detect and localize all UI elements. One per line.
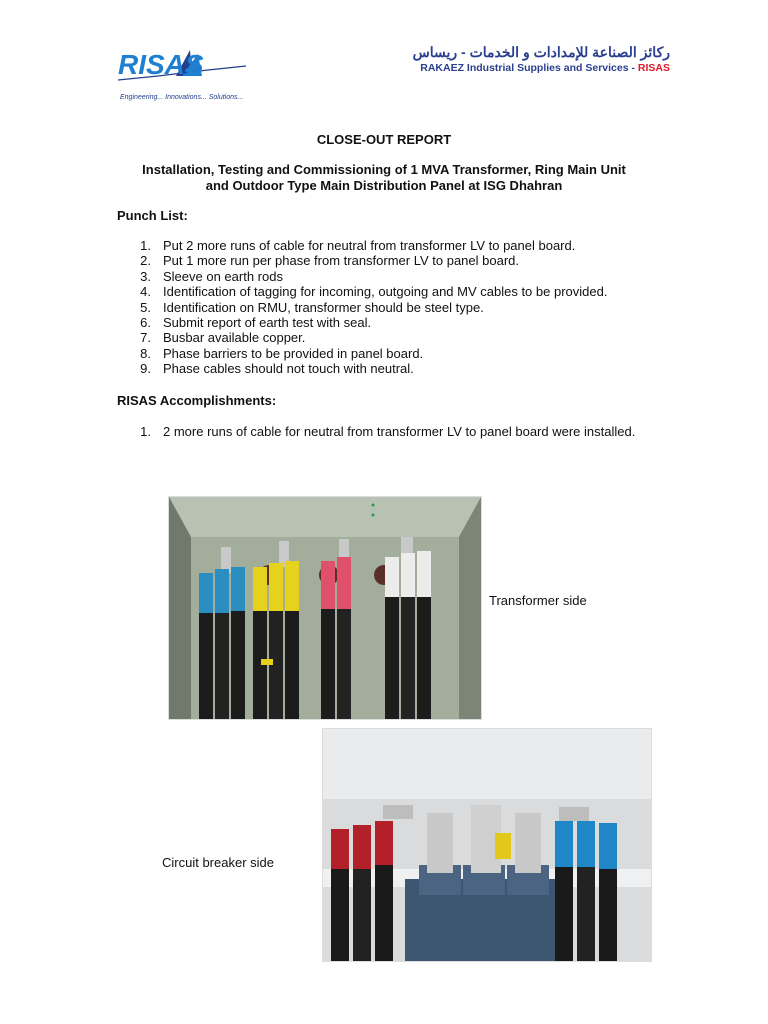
item-text: Phase cables should not touch with neutral. [163,361,414,377]
item-text: Put 2 more runs of cable for neutral from transformer LV to panel board. [163,238,576,253]
item-number: 5. [140,299,151,315]
item-text: Put 1 more run per phase from transformer LV to panel board. [163,253,519,269]
item-text: Busbar available copper. [163,330,306,346]
list-item [117,269,651,284]
list-item [117,238,651,253]
list-item [117,300,651,315]
subtitle-line-2: and Outdoor Type Main Distribution Panel at ISG Dhahran [205,177,563,193]
item-number: 2. [140,253,151,269]
transformer-side-caption: Transformer side [489,593,587,608]
item-number: 8. [140,345,151,361]
report-subtitle [110,162,658,193]
list-item [117,346,651,361]
item-text: Phase barriers to be provided in panel board. [163,345,424,361]
company-name-text: RAKAEZ Industrial Supplies and Services - [420,62,635,74]
item-number: 1. [140,238,151,253]
company-brand-text: RISAS [637,62,670,74]
report-title: CLOSE-OUT REPORT [316,132,452,147]
circuit-breaker-side-caption: Circuit breaker side [162,855,274,870]
list-item [117,284,651,299]
accomplishments-heading: RISAS Accomplishments: [117,393,277,408]
item-text: Identification of tagging for incoming, outgoing and MV cables to be provided. [163,284,608,300]
item-text: Submit report of earth test with seal. [163,315,372,331]
item-number: 7. [140,330,151,346]
list-item [117,253,651,268]
item-number: 6. [140,315,151,331]
item-number: 3. [140,268,151,284]
company-name-arabic: ركائز الصناعة للإمدادات و الخدمات - ريساس [412,44,670,60]
circuit-breaker-cables-image [323,729,651,961]
transformer-cables-image [169,497,481,719]
logo-tagline: Engineering... Innovations... Solutions... [120,94,244,101]
company-name-english [420,62,670,74]
item-text: Identification on RMU, transformer should be steel type. [163,299,484,315]
item-text: 2 more runs of cable for neutral from transformer LV to panel board were installed. [163,424,636,439]
circuit-breaker-side-photo [322,728,652,962]
list-item [117,315,651,330]
list-item [117,330,651,345]
subtitle-line-1: Installation, Testing and Commissioning of 1 MVA Transformer, Ring Main Unit [142,162,626,177]
transformer-side-photo [168,496,482,720]
item-text: Sleeve on earth rods [163,268,283,284]
punch-list [117,238,651,377]
item-number: 9. [140,361,151,377]
list-item [117,424,651,439]
logo-wordmark: RISAS [118,49,204,80]
punch-list-heading: Punch List: [117,208,188,223]
risas-logo-icon [118,44,248,84]
accomplishments-list [117,424,651,439]
item-number: 1. [140,424,151,439]
list-item [117,361,651,376]
item-number: 4. [140,284,151,300]
